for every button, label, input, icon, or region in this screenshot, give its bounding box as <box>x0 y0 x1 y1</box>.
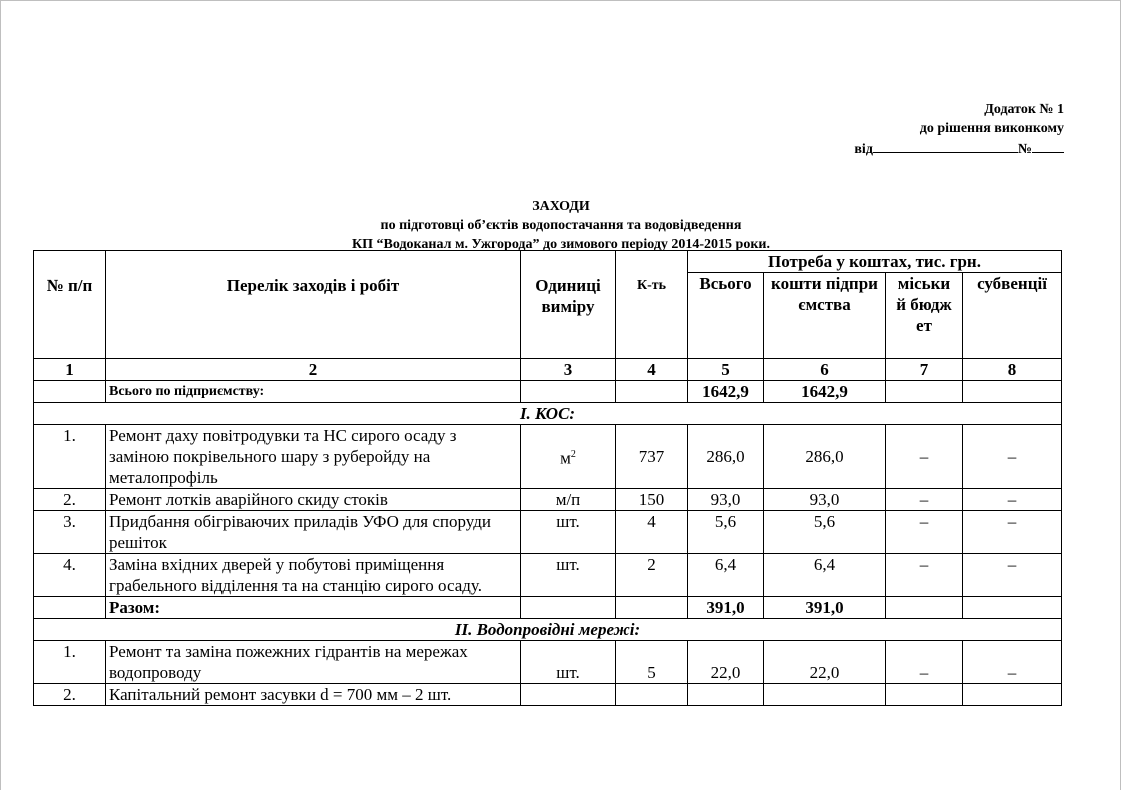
table-row: 3. Придбання обігріваючих приладів УФО для споруди решіток шт. 4 5,6 5,6 – – <box>34 511 1062 554</box>
section-2-title: ІІ. Водопровідні мережі: <box>34 619 1062 641</box>
grand-total-sum: 1642,9 <box>688 381 764 403</box>
subtotal-sum: 391,0 <box>688 597 764 619</box>
title-organization: КП “Водоканал м. Ужгорода” до зимового періоду 2014-2015 роки. <box>352 237 770 252</box>
header-need: Потреба у коштах, тис. грн. <box>688 251 1062 273</box>
header-city-budget: міський бюджет <box>886 273 963 359</box>
table-row: 2. Ремонт лотків аварійного скиду стоків м/п 150 93,0 93,0 – – <box>34 489 1062 511</box>
table-row: 2. Капітальний ремонт засувки d = 700 мм – 2 шт. <box>34 684 1062 706</box>
section-header <box>34 619 1062 641</box>
from-label: від <box>854 142 873 157</box>
subtotal-row <box>34 597 1062 619</box>
addendum-decision: до рішення виконкому <box>919 121 1064 136</box>
addendum-block <box>854 100 1064 159</box>
header-subventions: субвенції <box>963 273 1062 359</box>
document-title <box>0 197 1122 254</box>
header-units: Одиниці виміру <box>521 251 616 359</box>
section-1-title: І. КОС: <box>34 403 1062 425</box>
subtotal-enterprise: 391,0 <box>764 597 886 619</box>
column-numbers-row: 1 2 3 4 5 6 7 8 <box>34 359 1062 381</box>
header-enterprise: кошти підприємства <box>764 273 886 359</box>
header-num: № п/п <box>34 251 106 359</box>
grand-total-row <box>34 381 1062 403</box>
date-blank <box>873 138 1018 153</box>
measures-table <box>33 250 1062 706</box>
header-qty: К-ть <box>616 251 688 359</box>
subtotal-label: Разом: <box>106 597 521 619</box>
table-row: 1. Ремонт та заміна пожежних гідрантів на мережах водопроводу шт. 5 22,0 22,0 – – <box>34 641 1062 684</box>
number-blank <box>1032 138 1064 153</box>
title-heading: ЗАХОДИ <box>532 199 590 214</box>
addendum-date-number <box>854 138 1064 159</box>
section-header <box>34 403 1062 425</box>
addendum-title: Додаток № 1 <box>984 102 1064 117</box>
number-label: № <box>1017 142 1032 157</box>
grand-total-enterprise: 1642,9 <box>764 381 886 403</box>
table-row: 4. Заміна вхідних дверей у побутові приміщення грабельного відділення та на станцію сирого осаду. шт. 2 6,4 6,4 – – <box>34 554 1062 597</box>
header-total: Всього <box>688 273 764 359</box>
table-row: 1. Ремонт даху повітродувки та НС сирого осаду з заміною покрівельного шару з руберойду на металопрофіль $м^2$ 737 286,0 286,0 – – <box>34 425 1062 489</box>
title-subheading: по підготовці об’єктів водопостачання та водовідведення <box>380 218 742 233</box>
header-list: Перелік заходів і робіт <box>106 251 521 359</box>
grand-total-label: Всього по підприємству: <box>106 381 521 403</box>
